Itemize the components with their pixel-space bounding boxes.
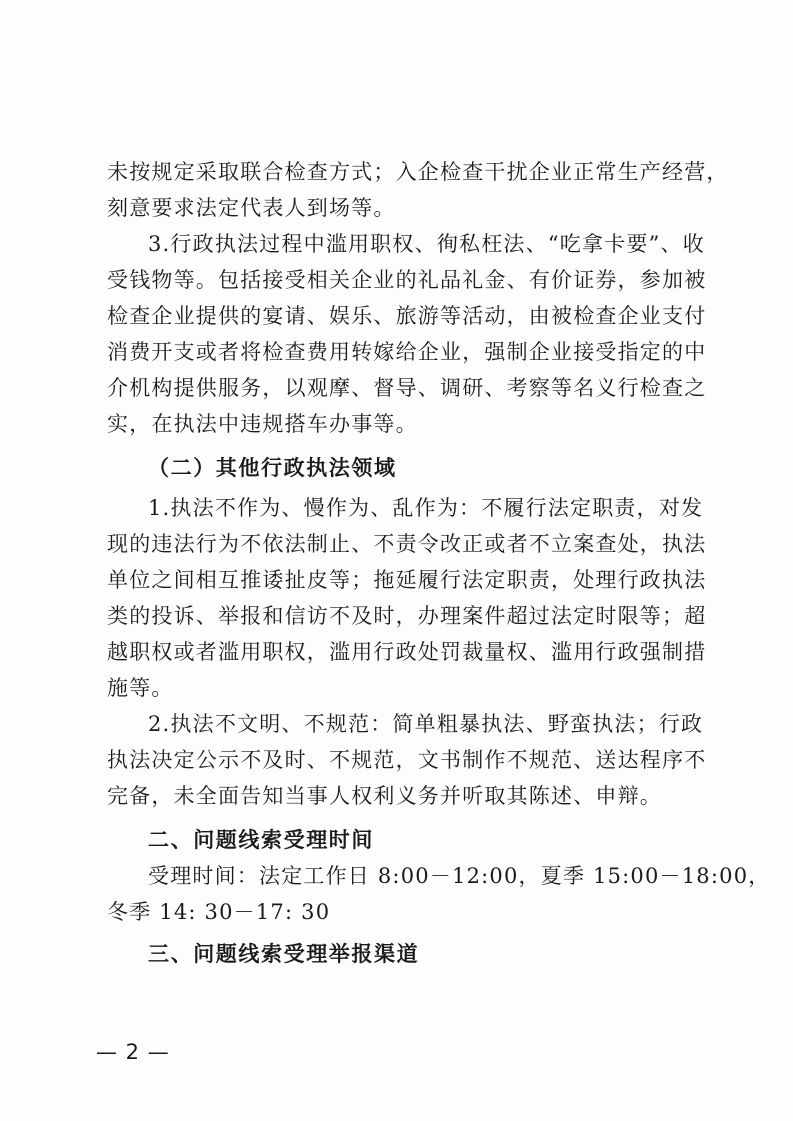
section-heading: 三、问题线索受理举报渠道: [148, 941, 420, 966]
paragraph-line: 2.执法不文明、不规范：简单粗暴执法、野蛮执法；行政: [148, 712, 704, 736]
paragraph-line: 未按规定采取联合检查方式；入企检查干扰企业正常生产经营，: [107, 160, 729, 184]
paragraph-line: 实，在执法中违规搭车办事等。: [107, 412, 418, 436]
paragraph-line: 消费开支或者将检查费用转嫁给企业，强制企业接受指定的中: [107, 340, 707, 364]
paragraph-line: 冬季 14: 30－17: 30: [107, 900, 331, 924]
paragraph-line: 刻意要求法定代表人到场等。: [107, 196, 396, 220]
section-heading: 二、问题线索受理时间: [148, 827, 374, 852]
paragraph-line: 受钱物等。包括接受相关企业的礼品礼金、有价证券，参加被: [107, 268, 707, 292]
section-heading: （二）其他行政执法领域: [148, 455, 397, 480]
paragraph-line: 越职权或者滥用职权，滥用行政处罚裁量权、滥用行政强制措: [107, 640, 707, 664]
paragraph-line: 1.执法不作为、慢作为、乱作为：不履行法定职责，对发: [148, 496, 704, 520]
paragraph-line: 完备，未全面告知当事人权利义务并听取其陈述、申辩。: [107, 784, 662, 808]
paragraph-line: 3.行政执法过程中滥用职权、徇私枉法、“吃拿卡要”、收: [148, 232, 705, 256]
paragraph-line: 单位之间相互推诿扯皮等；拖延履行法定职责，处理行政执法: [107, 568, 707, 592]
paragraph-line: 受理时间：法定工作日 8:00－12:00，夏季 15:00－18:00，: [148, 864, 771, 888]
paragraph-line: 施等。: [107, 676, 174, 700]
paragraph-line: 现的违法行为不依法制止、不责令改正或者不立案查处，执法: [107, 532, 707, 556]
page-number: — 2 —: [96, 1040, 170, 1064]
paragraph-line: 检查企业提供的宴请、娱乐、旅游等活动，由被检查企业支付: [107, 304, 707, 328]
paragraph-line: 介机构提供服务，以观摩、督导、调研、考察等名义行检查之: [107, 376, 707, 400]
paragraph-line: 类的投诉、举报和信访不及时，办理案件超过法定时限等；超: [107, 604, 707, 628]
paragraph-line: 执法决定公示不及时、不规范，文书制作不规范、送达程序不: [107, 748, 707, 772]
